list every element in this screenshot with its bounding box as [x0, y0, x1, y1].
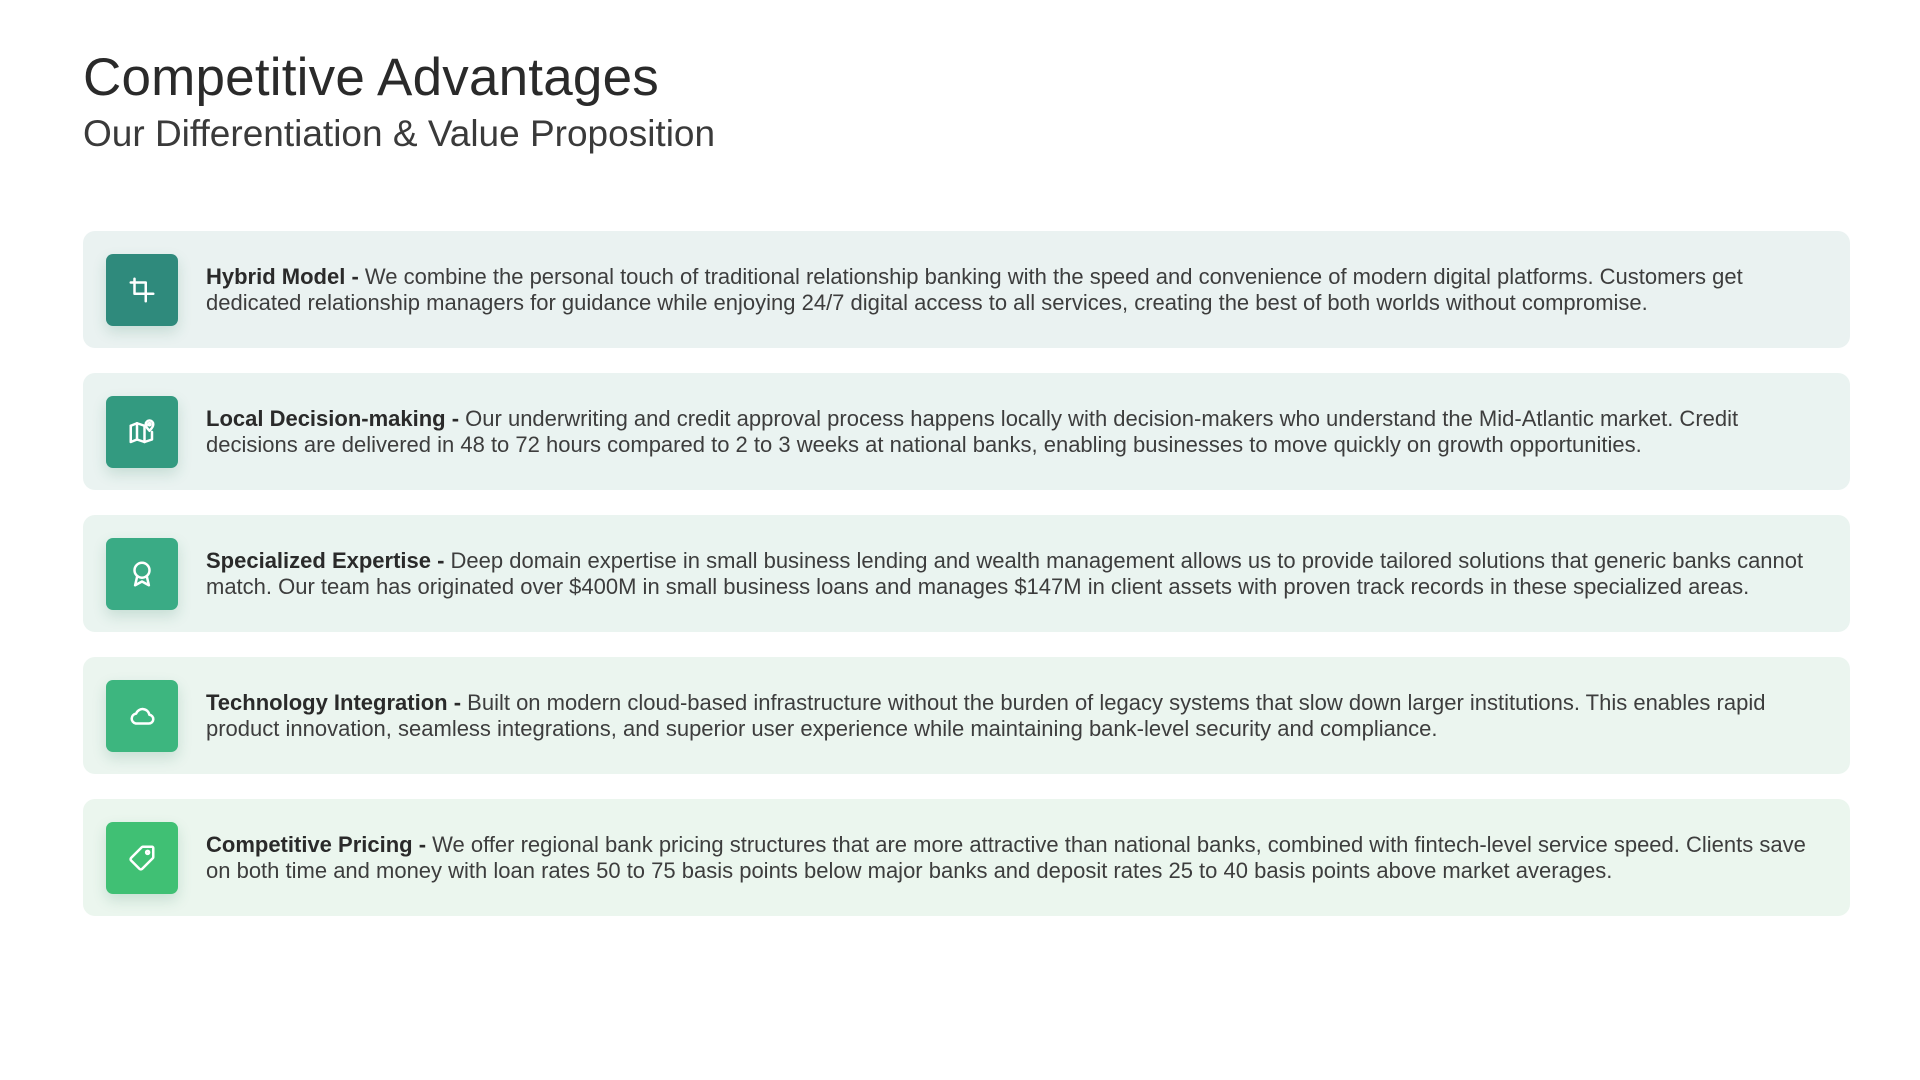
- advantage-description: We combine the personal touch of traditional relationship banking with the speed and convenience of modern digital platforms. Customers get dedicated relationship managers for guidance while enjoying 24/7 digital access to all services, creating the best of both worlds without compromise.: [206, 264, 1743, 315]
- map-pin-icon: [106, 396, 178, 468]
- advantage-title: Competitive Pricing -: [206, 832, 433, 857]
- page-subtitle: Our Differentiation & Value Proposition: [83, 113, 716, 154]
- advantage-card-competitive-pricing: [83, 799, 1850, 916]
- advantage-text: [206, 832, 1826, 884]
- advantages-list: [83, 231, 1850, 941]
- page-title: Competitive Advantages: [83, 48, 659, 107]
- award-ribbon-icon: [106, 538, 178, 610]
- advantage-description: Our underwriting and credit approval process happens locally with decision-makers who understand the Mid-Atlantic market. Credit decisions are delivered in 48 to 72 hours compared to 2 to 3 weeks at national banks, enabling businesses to move quickly on growth opportunities.: [206, 406, 1739, 457]
- price-tag-icon: [106, 822, 178, 894]
- advantage-text: [206, 548, 1826, 600]
- crop-frame-icon: [106, 254, 178, 326]
- advantage-description: We offer regional bank pricing structures that are more attractive than national banks, combined with fintech-level service speed. Clients save on both time and money with loan rates 50 to 75 basis points below major banks and deposit rates 25 to 40 basis points above market averages.: [206, 832, 1806, 883]
- advantage-title: Local Decision-making -: [206, 406, 466, 431]
- advantage-text: [206, 264, 1826, 316]
- advantage-text: [206, 406, 1826, 458]
- advantage-title: Hybrid Model -: [206, 264, 365, 289]
- advantage-title: Technology Integration -: [206, 690, 468, 715]
- slide-header: [83, 46, 715, 158]
- advantage-description: Built on modern cloud-based infrastructure without the burden of legacy systems that slow down larger institutions. This enables rapid product innovation, seamless integrations, and superior user experience while maintaining bank-level security and compliance.: [206, 690, 1766, 741]
- advantage-text: [206, 690, 1826, 742]
- advantage-title: Specialized Expertise -: [206, 548, 451, 573]
- advantage-card-local-decision-making: [83, 373, 1850, 490]
- advantage-card-hybrid-model: [83, 231, 1850, 348]
- advantage-description: Deep domain expertise in small business lending and wealth management allows us to provide tailored solutions that generic banks cannot match. Our team has originated over $400M in small business loans and manages $147M in client assets with proven track records in these specialized areas.: [206, 548, 1804, 599]
- advantage-card-technology-integration: [83, 657, 1850, 774]
- advantage-card-specialized-expertise: [83, 515, 1850, 632]
- cloud-icon: [106, 680, 178, 752]
